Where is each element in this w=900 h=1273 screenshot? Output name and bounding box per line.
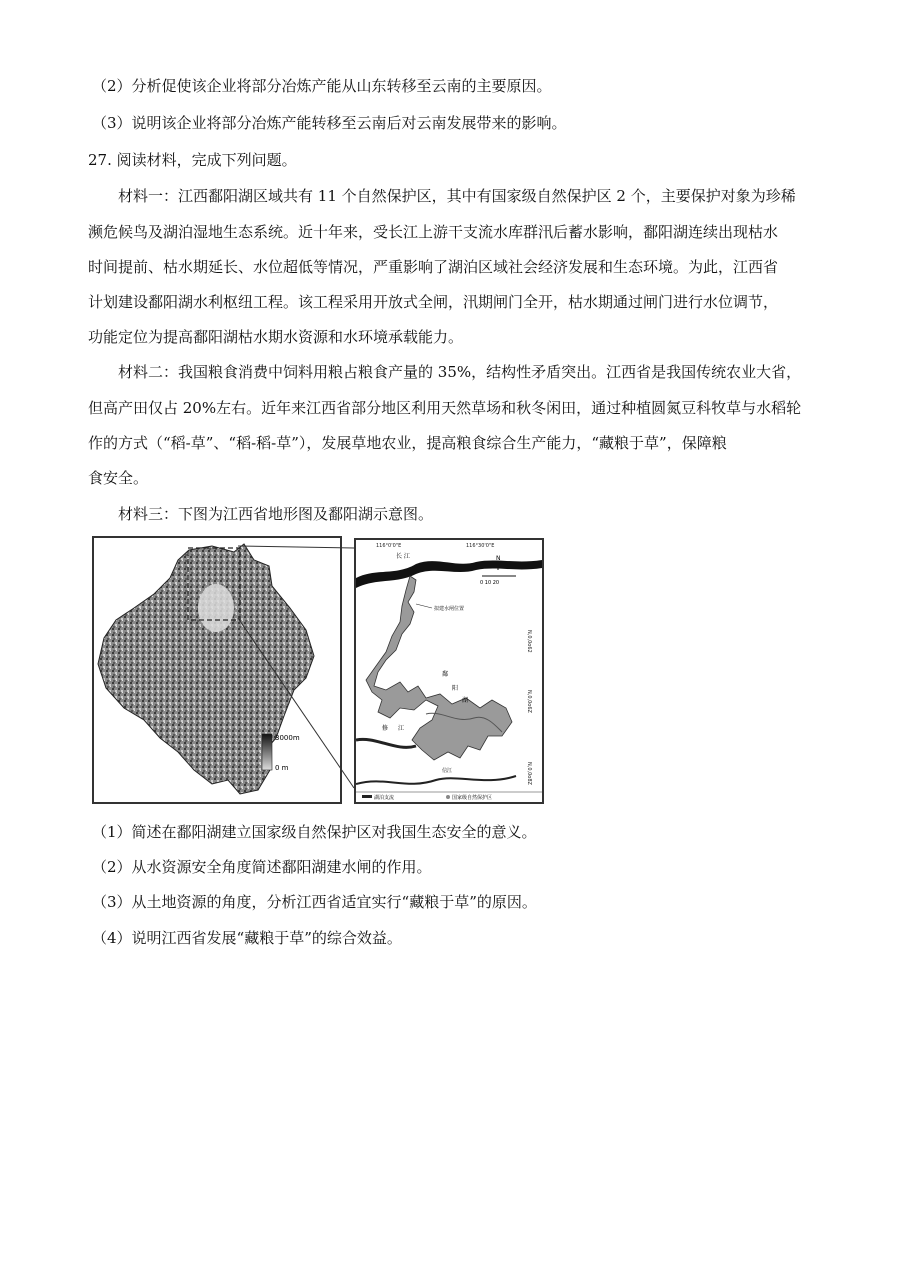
xin-river: [356, 776, 516, 784]
longitude-label-2: 116°30'0"E: [466, 543, 495, 549]
question-2-top: （2）分析促使该企业将部分冶炼产能从山东转移至云南的主要原因。: [92, 77, 552, 95]
question-3: （3）从土地资源的角度，分析江西省适宜实行“藏粮于草”的原因。: [92, 893, 537, 911]
north-arrow: N: [496, 555, 501, 562]
question-27-title: 27. 阅读材料，完成下列问题。: [88, 151, 297, 169]
yangtze-label: 长 江: [396, 553, 410, 560]
sluice-label: 拟建水闸位置: [434, 606, 465, 612]
lake-label-3: 湖: [462, 697, 469, 704]
material-1-line: 材料一：江西鄱阳湖区域共有 11 个自然保护区，其中有国家级自然保护区 2 个，主要保护对象为珍稀: [118, 187, 796, 205]
lake-label-1: 鄱: [442, 671, 449, 678]
scale-label: 0 10 20: [480, 580, 500, 586]
map-figure: [92, 536, 542, 804]
legend-swatch-reserve: [446, 795, 450, 799]
material-1-line: 时间提前、枯水期延长、水位超低等情况，严重影响了湖泊区域社会经济发展和生态环境。为此，江西省: [88, 258, 779, 276]
longitude-label-1: 116°0'0"E: [376, 543, 402, 549]
material-3-line: 材料三：下图为江西省地形图及鄱阳湖示意图。: [118, 505, 434, 523]
legend-top-label: 3000m: [275, 734, 300, 742]
legend-swatch-tributary: [362, 795, 372, 798]
material-1-line: 濒危候鸟及湖泊湿地生态系统。近十年来，受长江上游干支流水库群汛后蓄水影响，鄱阳湖连续出现枯水: [88, 223, 779, 241]
poyang-lake-map: [354, 538, 544, 804]
latitude-label-1: N,0,0o62: [526, 630, 532, 653]
sluice-pointer: [416, 604, 432, 608]
material-1-line: 功能定位为提高鄱阳湖枯水期水资源和水环境承载能力。: [88, 328, 464, 346]
question-4: （4）说明江西省发展“藏粮于草”的综合效益。: [92, 929, 402, 947]
question-3-top: （3）说明该企业将部分冶炼产能转移至云南后对云南发展带来的影响。: [92, 114, 567, 132]
material-2-line: 作的方式（“稻-草”、“稻-稻-草”），发展草地农业，提高粮食综合生产能力，“藏粮于草”，保障粮: [88, 434, 727, 452]
question-2: （2）从水资源安全角度简述鄱阳湖建水闸的作用。: [92, 858, 432, 876]
material-2-line: 材料二：我国粮食消费中饲料用粮占粮食产量的 35%，结构性矛盾突出。江西省是我国传统农业大省，: [118, 363, 802, 381]
xiu-river-label-1: 修: [382, 725, 389, 732]
material-2-line: 食安全。: [88, 469, 149, 487]
lake-label-2: 阳: [452, 685, 459, 692]
xiu-river: [356, 739, 416, 747]
material-1-line: 计划建设鄱阳湖水利枢纽工程。该工程采用开放式全闸，汛期闸门全开，枯水期通过闸门进行水位调节，: [88, 293, 779, 311]
question-1: （1）简述在鄱阳湖建立国家级自然保护区对我国生态安全的意义。: [92, 823, 537, 841]
lake-svg: [356, 540, 542, 802]
material-2-line: 但高产田仅占 20%左右。近年来江西省部分地区利用天然草场和秋冬闲田，通过种植圆氮豆科牧草与水稻轮: [88, 399, 802, 417]
xin-river-label: 信江: [442, 768, 453, 774]
legend-bottom-label: 0 m: [275, 764, 289, 772]
yangtze-river: [356, 560, 542, 588]
poyang-lake: [366, 576, 512, 760]
latitude-label-2: N,0,0o6Z: [526, 690, 532, 713]
latitude-label-3: N,0,0o8Z: [526, 762, 532, 785]
legend-reserve-label: 国家级自然保护区: [452, 795, 493, 801]
legend-tributary-label: 湖泊支流: [374, 795, 395, 801]
xiu-river-label-2: 江: [398, 725, 405, 732]
